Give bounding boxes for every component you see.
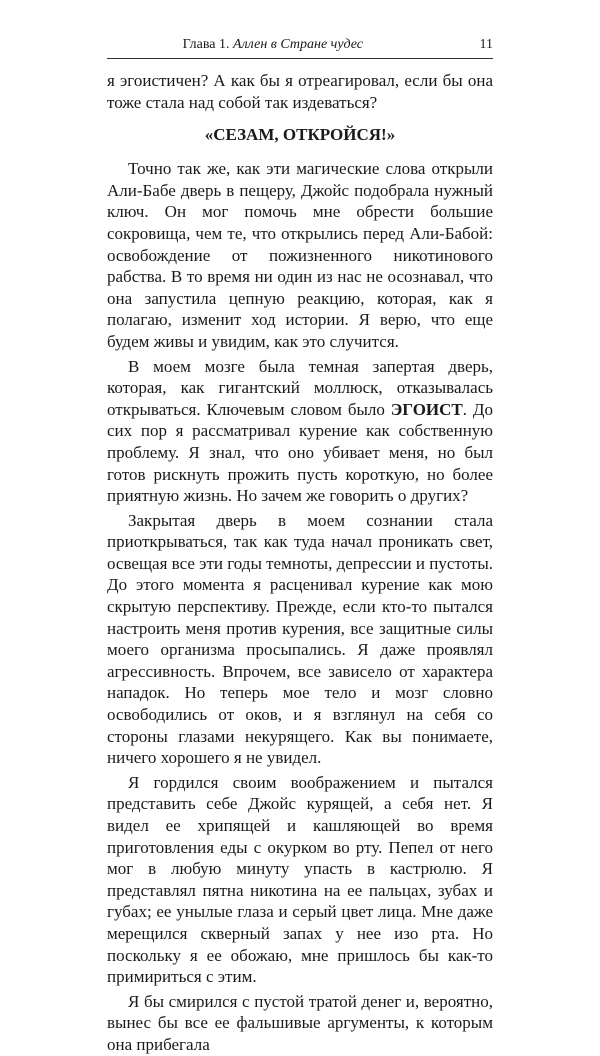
paragraph: Точно так же, как эти магические слова открыли Али-Бабе дверь в пещеру, Джойс подобрала нужный ключ. Он мог помочь мне обрести большие сокровища, чем те, что открылись перед Али-Бабой: освобождение от пожизненного никотинового рабства. В то время ни один из нас не осознавал, что она запустила цепную реакцию, которая, как я полагаю, изменит ход истории. Я верю, что еще будем живы и увидим, как это случится.: [107, 159, 493, 351]
chapter-title: [183, 36, 363, 54]
emphasis-keyword: ЭГОИСТ: [390, 399, 463, 419]
chapter-label: Глава 1.: [182, 37, 230, 52]
paragraph-text: . До сих пор я рассматривал курение как собственную проблему. Я знал, что оно убивает меня, но был готов рискнуть прожить пусть короткую, но более приятную жизнь. Но зачем же говорить о других?: [107, 399, 493, 506]
page-number: 11: [479, 37, 493, 52]
paragraph: Я бы смирился с пустой тратой денег и, вероятно, вынес бы все ее фальшивые аргументы, к которым она прибегала: [107, 991, 493, 1054]
running-header: [107, 36, 493, 59]
paragraph-text: В моем мозге была темная запертая дверь, которая, как гигантский моллюск, отказывалась открываться. Ключевым словом было: [107, 356, 493, 419]
paragraph: [107, 356, 493, 507]
section-heading: «СЕЗАМ, ОТКРОЙСЯ!»: [204, 125, 396, 145]
paragraph: Я гордился своим воображением и пытался представить себе Джойс курящей, а себя нет. Я видел ее хрипящей и кашляющей во время приготовления еды с окурком во рту. Пепел от него мог в любую минуту упасть в кастрюлю. Я представлял пятна никотина на ее пальцах, зубах и губах; ее унылые глаза и серый цвет лица. Мне даже мерещился скверный запах у нее изо рта. Но поскольку я ее обожаю, мне пришлось бы как-то примириться с этим.: [107, 772, 493, 987]
paragraph-continued: я эгоистичен? А как бы я отреагировал, если бы она тоже стала над собой так издеваться?: [107, 71, 493, 112]
paragraph: Закрытая дверь в моем сознании стала приоткрываться, так как туда начал проникать свет, освещая все эти годы темноты, депрессии и пустоты. До этого момента я расценивал курение как мою скрытую перспективу. Прежде, если кто-то пытался настроить меня против курения, все защитные силы моего организма просыпались. Я даже проявлял агрессивность. Впрочем, все зависело от характера нападок. Но теперь мое тело и мозг словно освободились от оков, и я взглянул на себя со стороны глазами некурящего. Как вы понимаете, ничего хорошего я не увидел.: [107, 510, 493, 768]
body-text: [107, 70, 493, 1056]
chapter-name: Аллен в Стране чудес: [233, 37, 363, 52]
